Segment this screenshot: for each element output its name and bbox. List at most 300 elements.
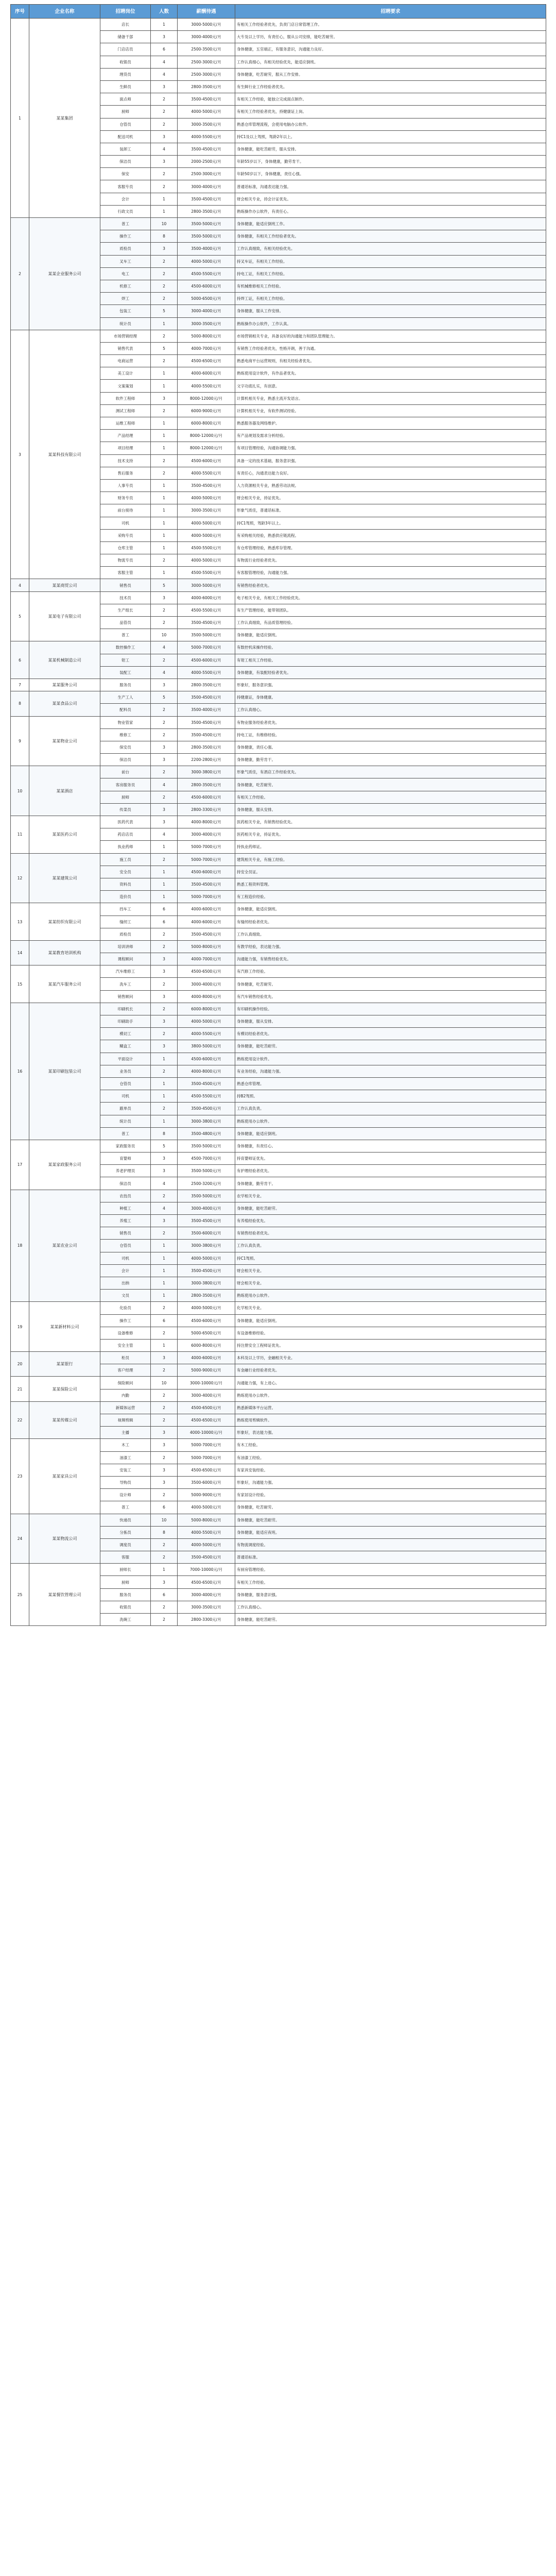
cell-position: 设备维修	[100, 1327, 151, 1339]
cell-position: 前台	[100, 766, 151, 778]
cell-position: 面点师	[100, 93, 151, 106]
cell-no: 18	[11, 1190, 29, 1302]
cell-count: 2	[151, 1364, 178, 1377]
cell-salary: 3500-5000元/月	[178, 1190, 235, 1202]
cell-position: 普工	[100, 218, 151, 230]
cell-requirement: 医药相关专业，持证优先。	[235, 828, 546, 841]
cell-position: 厨师	[100, 106, 151, 118]
cell-salary: 3000-3800元/月	[178, 1240, 235, 1252]
table-row	[11, 903, 546, 916]
cell-position: 传菜员	[100, 803, 151, 816]
cell-position: 行政文员	[100, 205, 151, 217]
cell-salary: 3500-4500元/月	[178, 1077, 235, 1090]
cell-salary: 3500-4000元/月	[178, 243, 235, 255]
cell-position: 运维工程师	[100, 417, 151, 430]
cell-position: 电商运营	[100, 355, 151, 367]
cell-salary: 4000-5000元/月	[178, 1538, 235, 1551]
cell-requirement: 有金融行业经验者优先。	[235, 1364, 546, 1377]
cell-count: 2	[151, 255, 178, 267]
cell-requirement: 有销售经验者优先。	[235, 579, 546, 591]
cell-count: 10	[151, 218, 178, 230]
cell-position: 汽车维修工	[100, 965, 151, 978]
cell-requirement: 工作认真细心。	[235, 704, 546, 716]
cell-requirement: 身体健康，有责任心。	[235, 1140, 546, 1152]
cell-count: 2	[151, 330, 178, 342]
cell-position: 普工	[100, 1127, 151, 1140]
cell-position: 柜员	[100, 1352, 151, 1364]
cell-position: 厨师	[100, 1576, 151, 1588]
cell-salary: 5000-7000元/月	[178, 1451, 235, 1464]
cell-position: 市场营销经理	[100, 330, 151, 342]
cell-no: 7	[11, 679, 29, 691]
cell-count: 3	[151, 1015, 178, 1028]
cell-count: 2	[151, 978, 178, 990]
cell-position: 文案策划	[100, 380, 151, 392]
cell-position: 技术员	[100, 591, 151, 604]
cell-salary: 4000-10000元/月	[178, 1427, 235, 1439]
cell-requirement: 有相关工作经验者优先，持健康证上岗。	[235, 106, 546, 118]
table-row	[11, 1514, 546, 1526]
cell-requirement: 有机械维修相关工作经验。	[235, 280, 546, 292]
cell-position: 育婴师	[100, 1153, 151, 1165]
cell-requirement: 有教学经验，表达能力强。	[235, 940, 546, 953]
cell-position: 保险顾问	[100, 1377, 151, 1389]
cell-salary: 3000-4000元/月	[178, 828, 235, 841]
cell-requirement: 工作认真负责。	[235, 1103, 546, 1115]
cell-requirement: 形象气质佳，有酒店工作经验优先。	[235, 766, 546, 778]
cell-salary: 7000-10000元/月	[178, 1564, 235, 1576]
table-header-row	[11, 5, 546, 19]
cell-requirement: 持健康证，身体健康。	[235, 691, 546, 704]
cell-position: 调度员	[100, 1538, 151, 1551]
cell-company: 某某印刷包装公司	[29, 1003, 100, 1140]
cell-requirement: 有钳工相关工作经验。	[235, 654, 546, 666]
cell-requirement: 熟练使用办公软件。	[235, 1389, 546, 1401]
table-row	[11, 1377, 546, 1389]
cell-requirement: 有数控机床操作经验。	[235, 641, 546, 654]
cell-company: 某某医药公司	[29, 816, 100, 854]
cell-count: 10	[151, 1377, 178, 1389]
cell-position: 客房服务员	[100, 778, 151, 791]
cell-requirement: 熟悉仓库管理流程，会使用电脑办公软件。	[235, 118, 546, 130]
cell-company: 某某汽车服务公司	[29, 965, 100, 1003]
cell-requirement: 有工程造价经验。	[235, 891, 546, 903]
cell-count: 4	[151, 56, 178, 68]
cell-position: 印刷助手	[100, 1015, 151, 1028]
cell-requirement: 身体健康，有装配经验者优先。	[235, 666, 546, 679]
cell-salary: 4500-6000元/月	[178, 1053, 235, 1065]
cell-salary: 3500-4500元/月	[178, 1264, 235, 1277]
cell-requirement: 有印刷机操作经验。	[235, 1003, 546, 1015]
cell-count: 3	[151, 1464, 178, 1476]
cell-salary: 3000-4000元/月	[178, 1202, 235, 1214]
cell-salary: 3500-4500元/月	[178, 716, 235, 728]
cell-no: 5	[11, 591, 29, 641]
cell-position: 包装工	[100, 305, 151, 317]
table-body	[11, 19, 546, 1626]
cell-position: 农技员	[100, 1190, 151, 1202]
cell-count: 4	[151, 68, 178, 80]
cell-count: 2	[151, 1190, 178, 1202]
cell-position: 机修工	[100, 280, 151, 292]
cell-count: 2	[151, 1538, 178, 1551]
cell-position: 课程顾问	[100, 953, 151, 965]
cell-salary: 3500-4500元/月	[178, 479, 235, 492]
cell-salary: 4000-8000元/月	[178, 990, 235, 1003]
cell-count: 4	[151, 666, 178, 679]
cell-salary: 3500-4500元/月	[178, 691, 235, 704]
table-row	[11, 1190, 546, 1202]
cell-position: 物业管家	[100, 716, 151, 728]
cell-requirement: 熟练使用办公软件。	[235, 1290, 546, 1302]
cell-count: 2	[151, 1614, 178, 1626]
cell-position: 仓库主管	[100, 541, 151, 554]
cell-position: 快递员	[100, 1514, 151, 1526]
cell-count: 1	[151, 1077, 178, 1090]
cell-count: 2	[151, 654, 178, 666]
cell-requirement: 财会相关专业，持会计证优先。	[235, 193, 546, 205]
cell-count: 2	[151, 1227, 178, 1240]
cell-count: 3	[151, 1352, 178, 1364]
cell-count: 2	[151, 293, 178, 305]
cell-position: 洗车工	[100, 978, 151, 990]
cell-position: 保洁员	[100, 156, 151, 168]
cell-count: 2	[151, 604, 178, 616]
cell-requirement: 身体健康，能适应夜班。	[235, 1526, 546, 1538]
cell-position: 安全员	[100, 866, 151, 878]
cell-position: 生产工人	[100, 691, 151, 704]
cell-requirement: 身体健康，能适应倒班。	[235, 629, 546, 641]
cell-requirement: 有相关工作经验者优先，负责门店日常管理工作。	[235, 19, 546, 31]
cell-requirement: 建筑相关专业，有施工经验。	[235, 853, 546, 866]
table-row	[11, 766, 546, 778]
cell-salary: 4500-5500元/月	[178, 1090, 235, 1103]
cell-position: 生鲜员	[100, 80, 151, 93]
cell-salary: 5000-7000元/月	[178, 853, 235, 866]
cell-salary: 4500-5500元/月	[178, 567, 235, 579]
cell-requirement: 沟通能力强，有销售经验优先。	[235, 953, 546, 965]
cell-salary: 4000-5000元/月	[178, 255, 235, 267]
cell-position: 操作工	[100, 1314, 151, 1327]
cell-salary: 2200-2800元/月	[178, 754, 235, 766]
cell-requirement: 有油漆工经验。	[235, 1451, 546, 1464]
cell-company: 某某家政服务公司	[29, 1140, 100, 1190]
cell-salary: 2800-3500元/月	[178, 679, 235, 691]
cell-company: 某某酒店	[29, 766, 100, 816]
cell-requirement: 有相关工作经验。	[235, 1576, 546, 1588]
cell-salary: 4000-6000元/月	[178, 916, 235, 928]
cell-no: 4	[11, 579, 29, 591]
cell-requirement: 大专及以上学历，有责任心，服从公司安排，能吃苦耐劳。	[235, 31, 546, 43]
table-row	[11, 1401, 546, 1414]
cell-requirement: 有项目管理经验，沟通协调能力强。	[235, 442, 546, 454]
cell-position: 文员	[100, 1290, 151, 1302]
cell-count: 4	[151, 641, 178, 654]
cell-position: 普工	[100, 1501, 151, 1514]
cell-requirement: 财会相关专业。	[235, 1264, 546, 1277]
cell-requirement: 熟悉工程资料管理。	[235, 878, 546, 890]
cell-requirement: 工作认真细致，有品质管理经验。	[235, 617, 546, 629]
cell-position: 保洁员	[100, 1177, 151, 1190]
cell-count: 1	[151, 1564, 178, 1576]
cell-position: 财务专员	[100, 492, 151, 504]
cell-salary: 5000-8000元/月	[178, 940, 235, 953]
cell-salary: 4000-7000元/月	[178, 953, 235, 965]
cell-count: 1	[151, 1339, 178, 1351]
cell-no: 24	[11, 1514, 29, 1564]
cell-salary: 3000-4000元/月	[178, 1389, 235, 1401]
cell-count: 3	[151, 953, 178, 965]
cell-count: 6	[151, 1501, 178, 1514]
cell-requirement: 有家具安装经验。	[235, 1464, 546, 1476]
cell-count: 1	[151, 1090, 178, 1103]
cell-position: 销售员	[100, 579, 151, 591]
cell-requirement: 工作认真细心。	[235, 1601, 546, 1613]
cell-position: 收银员	[100, 56, 151, 68]
cell-requirement: 身体健康，吃苦耐劳。	[235, 1501, 546, 1514]
cell-count: 2	[151, 704, 178, 716]
table-row	[11, 940, 546, 953]
cell-salary: 6000-8000元/月	[178, 1339, 235, 1351]
cell-count: 2	[151, 554, 178, 567]
cell-requirement: 身体健康，勤劳肯干。	[235, 754, 546, 766]
cell-no: 25	[11, 1564, 29, 1626]
cell-requirement: 财会相关专业，持证优先。	[235, 492, 546, 504]
cell-requirement: 有家居设计经验。	[235, 1489, 546, 1501]
cell-count: 2	[151, 728, 178, 741]
cell-position: 装配工	[100, 666, 151, 679]
cell-requirement: 熟悉服务器及网络维护。	[235, 417, 546, 430]
cell-requirement: 计算机相关专业，有软件测试经验。	[235, 404, 546, 417]
cell-requirement: 身体健康，吃苦耐劳。	[235, 778, 546, 791]
cell-count: 2	[151, 1389, 178, 1401]
cell-count: 2	[151, 168, 178, 180]
cell-salary: 3500-4000元/月	[178, 704, 235, 716]
cell-requirement: 持焊工证，有相关工作经验。	[235, 293, 546, 305]
cell-salary: 3800-5000元/月	[178, 1040, 235, 1053]
cell-requirement: 有责任心，沟通表达能力良好。	[235, 467, 546, 479]
cell-salary: 5000-8000元/月	[178, 1514, 235, 1526]
cell-count: 2	[151, 280, 178, 292]
cell-count: 2	[151, 93, 178, 106]
cell-requirement: 有护理经验者优先。	[235, 1165, 546, 1177]
cell-salary: 2800-3300元/月	[178, 803, 235, 816]
cell-requirement: 农学相关专业。	[235, 1190, 546, 1202]
cell-salary: 4000-5500元/月	[178, 666, 235, 679]
cell-requirement: 持安全员证。	[235, 866, 546, 878]
table-row	[11, 218, 546, 230]
cell-position: 销售代表	[100, 342, 151, 354]
cell-salary: 8000-12000元/月	[178, 430, 235, 442]
cell-position: 保洁员	[100, 754, 151, 766]
cell-position: 物流专员	[100, 554, 151, 567]
cell-requirement: 本科及以上学历，金融相关专业。	[235, 1352, 546, 1364]
cell-count: 3	[151, 1427, 178, 1439]
cell-requirement: 有生产管理经验，能带领团队。	[235, 604, 546, 616]
cell-requirement: 有仓库管理经验，熟悉库存管理。	[235, 541, 546, 554]
cell-position: 药店店员	[100, 828, 151, 841]
cell-salary: 4500-6000元/月	[178, 280, 235, 292]
cell-count: 8	[151, 1526, 178, 1538]
cell-count: 3	[151, 1040, 178, 1053]
cell-company: 某某建筑公司	[29, 853, 100, 903]
cell-salary: 4500-6500元/月	[178, 1414, 235, 1427]
cell-no: 23	[11, 1439, 29, 1514]
cell-count: 2	[151, 1601, 178, 1613]
cell-requirement: 身体健康，服务意识强。	[235, 1588, 546, 1601]
cell-salary: 3000-3800元/月	[178, 766, 235, 778]
cell-company: 某某农业公司	[29, 1190, 100, 1302]
cell-salary: 3000-4000元/月	[178, 1588, 235, 1601]
cell-requirement: 身体健康，能吃苦耐劳。	[235, 1040, 546, 1053]
cell-requirement: 持C1驾照。	[235, 1252, 546, 1264]
cell-no: 19	[11, 1302, 29, 1352]
cell-count: 1	[151, 529, 178, 541]
cell-company: 某某食品公司	[29, 691, 100, 716]
header-position: 招聘岗位	[100, 5, 151, 19]
cell-position: 维修工	[100, 728, 151, 741]
cell-salary: 3500-4500元/月	[178, 93, 235, 106]
cell-position: 出纳	[100, 1277, 151, 1289]
cell-salary: 5000-9000元/月	[178, 1364, 235, 1377]
cell-position: 新媒体运营	[100, 1401, 151, 1414]
cell-requirement: 有设备维修经验。	[235, 1327, 546, 1339]
recruitment-sheet	[10, 4, 546, 1626]
cell-no: 2	[11, 218, 29, 330]
cell-company: 某某餐饮管理公司	[29, 1564, 100, 1626]
cell-requirement: 具备一定的技术基础，服务意识强。	[235, 454, 546, 467]
cell-count: 1	[151, 479, 178, 492]
cell-count: 5	[151, 579, 178, 591]
cell-position: 销售顾问	[100, 990, 151, 1003]
cell-count: 4	[151, 143, 178, 155]
cell-salary: 4000-5000元/月	[178, 554, 235, 567]
cell-position: 采购专员	[100, 529, 151, 541]
cell-position: 服务员	[100, 679, 151, 691]
cell-position: 品管员	[100, 617, 151, 629]
cell-position: 木工	[100, 1439, 151, 1451]
cell-requirement: 普通话标准，沟通表达能力强。	[235, 180, 546, 193]
cell-count: 3	[151, 243, 178, 255]
cell-no: 1	[11, 19, 29, 218]
cell-position: 模切工	[100, 1028, 151, 1040]
cell-requirement: 有木工经验。	[235, 1439, 546, 1451]
cell-position: 前台接待	[100, 504, 151, 517]
cell-requirement: 身体健康，能吃苦耐劳。	[235, 1514, 546, 1526]
cell-requirement: 持C1及以上驾照，驾龄2年以上。	[235, 130, 546, 143]
cell-company: 某某教育培训机构	[29, 940, 100, 965]
cell-salary: 5000-8000元/月	[178, 330, 235, 342]
cell-requirement: 身体健康，能吃苦耐劳。	[235, 1614, 546, 1626]
cell-count: 1	[151, 1053, 178, 1065]
cell-count: 6	[151, 916, 178, 928]
header-count: 人数	[151, 5, 178, 19]
cell-position: 业务员	[100, 1065, 151, 1077]
cell-company: 某某企业服务公司	[29, 218, 100, 330]
cell-count: 1	[151, 193, 178, 205]
cell-requirement: 形象好，沟通能力强。	[235, 1476, 546, 1488]
cell-no: 17	[11, 1140, 29, 1190]
cell-salary: 4000-5000元/月	[178, 492, 235, 504]
cell-count: 5	[151, 1140, 178, 1152]
cell-count: 8	[151, 1127, 178, 1140]
cell-count: 1	[151, 1252, 178, 1264]
cell-no: 11	[11, 816, 29, 854]
cell-requirement: 身体健康，服从安排。	[235, 1015, 546, 1028]
cell-count: 1	[151, 841, 178, 853]
cell-requirement: 有模切经验者优先。	[235, 1028, 546, 1040]
cell-count: 1	[151, 1290, 178, 1302]
cell-position: 服务员	[100, 1588, 151, 1601]
cell-no: 3	[11, 330, 29, 579]
cell-count: 3	[151, 591, 178, 604]
cell-salary: 5000-7000元/月	[178, 841, 235, 853]
cell-position: 养殖工	[100, 1215, 151, 1227]
cell-position: 施工员	[100, 853, 151, 866]
cell-position: 厨师	[100, 791, 151, 803]
cell-position: 人事专员	[100, 479, 151, 492]
cell-position: 导购员	[100, 1476, 151, 1488]
cell-salary: 2800-3500元/月	[178, 741, 235, 753]
header-requirement: 招聘要求	[235, 5, 546, 19]
cell-position: 仓管员	[100, 118, 151, 130]
cell-salary: 2000-2500元/月	[178, 156, 235, 168]
cell-position: 挡车工	[100, 903, 151, 916]
cell-position: 技术支持	[100, 454, 151, 467]
cell-salary: 3500-4800元/月	[178, 1127, 235, 1140]
cell-company: 某某新材料公司	[29, 1302, 100, 1352]
cell-requirement: 熟悉电商平台运营规则，有相关经验者优先。	[235, 355, 546, 367]
cell-requirement: 身体健康，勤劳肯干。	[235, 1177, 546, 1190]
cell-requirement: 有采购相关经验，熟悉供应链流程。	[235, 529, 546, 541]
cell-position: 店长	[100, 19, 151, 31]
cell-salary: 4500-5500元/月	[178, 604, 235, 616]
cell-salary: 5000-6500元/月	[178, 1327, 235, 1339]
cell-count: 4	[151, 778, 178, 791]
cell-position: 会计	[100, 1264, 151, 1277]
cell-salary: 3000-3500元/月	[178, 317, 235, 330]
cell-count: 1	[151, 866, 178, 878]
cell-count: 2	[151, 1103, 178, 1115]
cell-company: 某某商贸公司	[29, 579, 100, 591]
cell-position: 售后服务	[100, 467, 151, 479]
cell-salary: 4000-5000元/月	[178, 1501, 235, 1514]
cell-company: 某某纺织有限公司	[29, 903, 100, 941]
cell-salary: 3500-4500元/月	[178, 728, 235, 741]
cell-requirement: 年龄50岁以下，身体健康，责任心强。	[235, 168, 546, 180]
cell-position: 印刷机长	[100, 1003, 151, 1015]
cell-position: 家政服务员	[100, 1140, 151, 1152]
cell-position: 操作工	[100, 230, 151, 243]
cell-company: 某某物流公司	[29, 1514, 100, 1564]
cell-no: 22	[11, 1401, 29, 1439]
cell-count: 2	[151, 267, 178, 280]
cell-salary: 4000-8000元/月	[178, 816, 235, 828]
cell-requirement: 身体健康，能适应倒班。	[235, 1314, 546, 1327]
cell-count: 2	[151, 106, 178, 118]
cell-salary: 4000-5500元/月	[178, 130, 235, 143]
cell-count: 1	[151, 891, 178, 903]
cell-position: 客户经理	[100, 1364, 151, 1377]
cell-requirement: 熟练使用设计软件。	[235, 1053, 546, 1065]
table-row	[11, 691, 546, 704]
cell-count: 1	[151, 567, 178, 579]
cell-salary: 4500-5500元/月	[178, 541, 235, 554]
cell-position: 视频剪辑	[100, 1414, 151, 1427]
cell-position: 配料员	[100, 704, 151, 716]
cell-count: 6	[151, 43, 178, 56]
cell-position: 统计员	[100, 1115, 151, 1127]
